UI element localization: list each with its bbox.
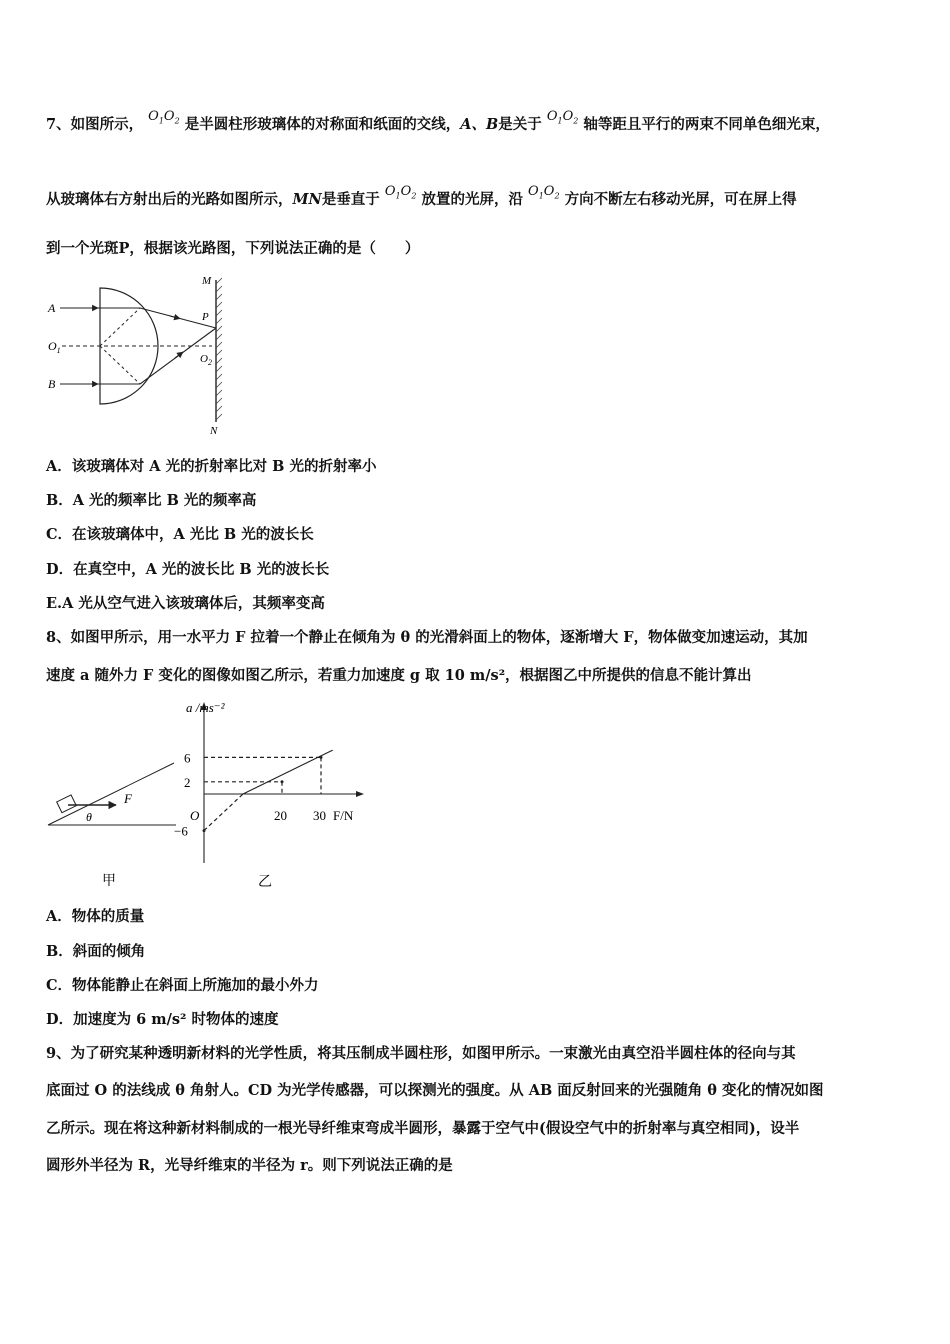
q8-option-b[interactable]: B．斜面的倾角 [46,943,146,960]
label-b: B [48,377,56,391]
series-line [243,750,333,794]
q7-line-1: 7、如图所示， $O_1O_2$ 是半圆柱形玻璃体的对称面和纸面的交线，A、B是关于 $O_1O_2$ 轴等距且平行的两束不同单色细光束， [46,109,830,133]
block [57,795,77,813]
q8-line-2: 速度 a 随外力 F 变化的图像如图乙所示，若重力加速度 g 取 10 m/s²，根据图乙中所提供的信息不能计算出 [46,667,752,684]
q9-line-1: 9、为了研究某种透明新材料的光学性质，将其压制成半圆柱形，如图甲所示。一束激光由真空沿半圆柱体的径向与其 [46,1045,796,1062]
x-tick-label: 30 [313,808,326,823]
y-tick-label: −6 [174,823,188,839]
q9-line-3: 乙所示。现在将这种新材料制成的一根光导纤维束弯成半圆形，暴露于空气中(假设空气中的折射率与真空相同)，设半 [46,1120,800,1137]
o1o2-symbol: $O_1O_2$ [148,109,180,126]
q7-option-b[interactable]: B．A 光的频率比 B 光的频率高 [46,492,257,509]
q9-line-2: 底面过 O 的法线成 θ 角射人。CD 为光学传感器，可以探测光的强度。从 AB 面反射回来的光强随角 θ 变化的情况如图 [46,1082,824,1099]
q7-line-3: 到一个光斑P，根据该光路图，下列说法正确的是（ ） [46,240,420,257]
label-o2: $O_2$ [200,353,212,367]
y-axis-label: a /ms⁻² [186,700,225,715]
series-line-dashed [204,794,243,831]
q9-line-4: 圆形外半径为 R，光导纤维束的半径为 r。则下列说法正确的是 [46,1157,453,1174]
q7-option-e[interactable]: E.A 光从空气进入该玻璃体后，其频率变高 [46,595,325,612]
label-theta: θ [86,810,92,824]
label-m: M [202,275,212,287]
q8-option-d[interactable]: D．加速度为 6 m/s² 时物体的速度 [46,1011,279,1028]
q8-option-c[interactable]: C．物体能静止在斜面上所施加的最小外力 [46,977,319,994]
label-p: P [202,311,209,323]
q7-option-d[interactable]: D．在真空中，A 光的波长比 B 光的波长长 [46,561,330,578]
label-a: A [48,301,56,315]
q8-line-1: 8、如图甲所示，用一水平力 F 拉着一个静止在倾角为 θ 的光滑斜面上的物体，逐渐增大 F，物体做变加速运动，其加 [46,629,808,646]
incline-surface [48,763,174,825]
q7-line-2: 从玻璃体右方射出后的光路如图所示，MN是垂直于 $O_1O_2$ 放置的光屏，沿 $O_1O_2$ 方向不断左右移动光屏，可在屏上得 [46,184,797,208]
y-tick-label: 2 [184,774,191,790]
label-f: F [124,791,132,806]
data-point-intercept [203,829,206,832]
o1o2-symbol: $O_1O_2$ [384,184,417,201]
q8-af-chart [170,698,370,893]
x-tick-label: 20 [274,808,287,823]
q8-option-a[interactable]: A．物体的质量 [46,908,145,925]
label-n: N [210,425,218,437]
y-tick-label: 6 [184,750,191,766]
o1o2-symbol: $O_1O_2$ [546,109,579,126]
caption-jia: 甲 [102,874,116,889]
o1o2-symbol: $O_1O_2$ [528,184,560,201]
q7-lens-figure [40,270,240,440]
q7-option-a[interactable]: A．该玻璃体对 A 光的折射率比对 B 光的折射率小 [46,458,377,475]
data-point-1 [320,756,323,759]
q7-option-c[interactable]: C．在该玻璃体中，A 光比 B 光的波长长 [46,526,314,543]
x-axis-label: F/N [333,808,354,823]
caption-yi: 乙 [258,875,272,890]
label-o1: $O_1$ [48,339,61,355]
data-point-0 [281,780,284,783]
origin-label: O [190,808,200,823]
